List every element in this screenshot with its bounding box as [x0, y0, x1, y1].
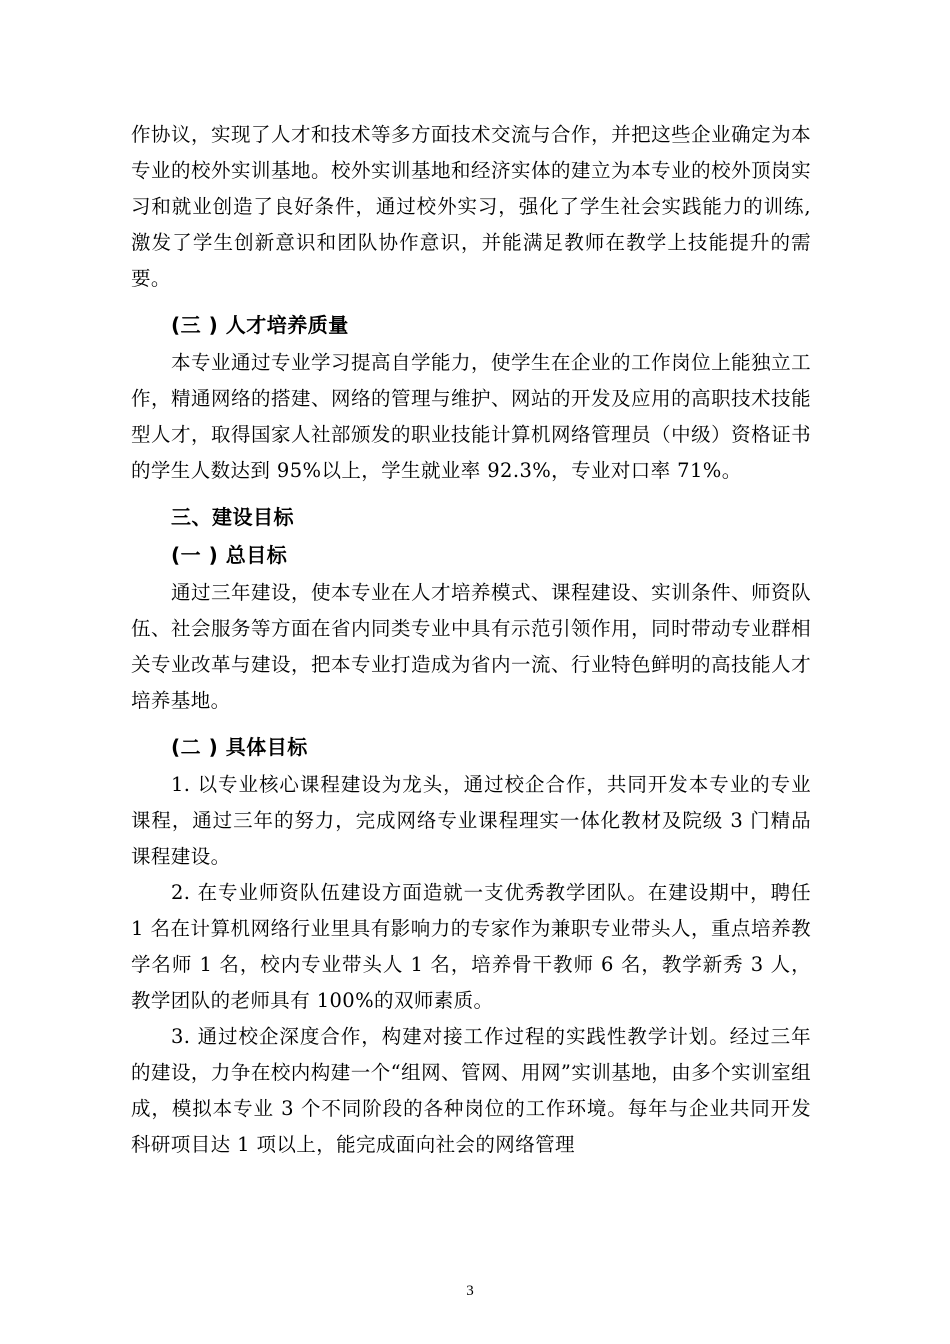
section-heading-construction-goals: 三、建设目标 — [171, 505, 294, 529]
page-number: 3 — [466, 1283, 474, 1299]
list-item-goal-2: 2. 在专业师资队伍建设方面造就一支优秀教学团队。在建设期中，聘任 1 名在计算机网络行业里具有影响力的专家作为兼职专业带头人，重点培养教学名师 1 名，校内专业带头人 1 名，培养骨干教师 6 名，教学新秀 3 人，教学团队的老师具有 100%的双师素质。 — [131, 881, 811, 1012]
list-item-goal-1: 1. 以专业核心课程建设为龙头，通过校企合作，共同开发本专业的专业课程，通过三年的努力，完成网络专业课程理实一体化教材及院级 3 门精品课程建设。 — [131, 773, 811, 868]
paragraph-talent-quality: 本专业通过专业学习提高自学能力，使学生在企业的工作岗位上能独立工作，精通网络的搭建、网络的管理与维护、网站的开发及应用的高职技术技能型人才，取得国家人社部颁发的职业技能计算机网络管理员（中级）资格证书的学生人数达到 95%以上，学生就业率 92.3%，专业对口率 71%。 — [131, 351, 811, 482]
paragraph-overall-goal: 通过三年建设，使本专业在人才培养模式、课程建设、实训条件、师资队伍、社会服务等方面在省内同类专业中具有示范引领作用，同时带动专业群相关专业改革与建设，把本专业打造成为省内一流、行业特色鲜明的高技能人才培养基地。 — [131, 581, 811, 712]
heading-talent-quality: (三 ) 人才培养质量 — [171, 313, 349, 337]
heading-overall-goal: (一 ) 总目标 — [171, 543, 288, 567]
paragraph-cooperation-bases: 作协议，实现了人才和技术等多方面技术交流与合作，并把这些企业确定为本专业的校外实训基地。校外实训基地和经济实体的建立为本专业的校外顶岗实习和就业创造了良好条件，通过校外实习，强化了学生社会实践能力的训练,激发了学生创新意识和团队协作意识，并能满足教师在教学上技能提升的需要。 — [131, 123, 811, 290]
document-body — [131, 117, 811, 1163]
list-item-goal-3: 3. 通过校企深度合作，构建对接工作过程的实践性教学计划。经过三年的建设，力争在校内构建一个“组网、管网、用网”实训基地，由多个实训室组成，模拟本专业 3 个不同阶段的各种岗位的工作环境。每年与企业共同开发科研项目达 1 项以上，能完成面向社会的网络管理 — [131, 1025, 811, 1156]
heading-specific-goals: (二 ) 具体目标 — [171, 735, 308, 759]
